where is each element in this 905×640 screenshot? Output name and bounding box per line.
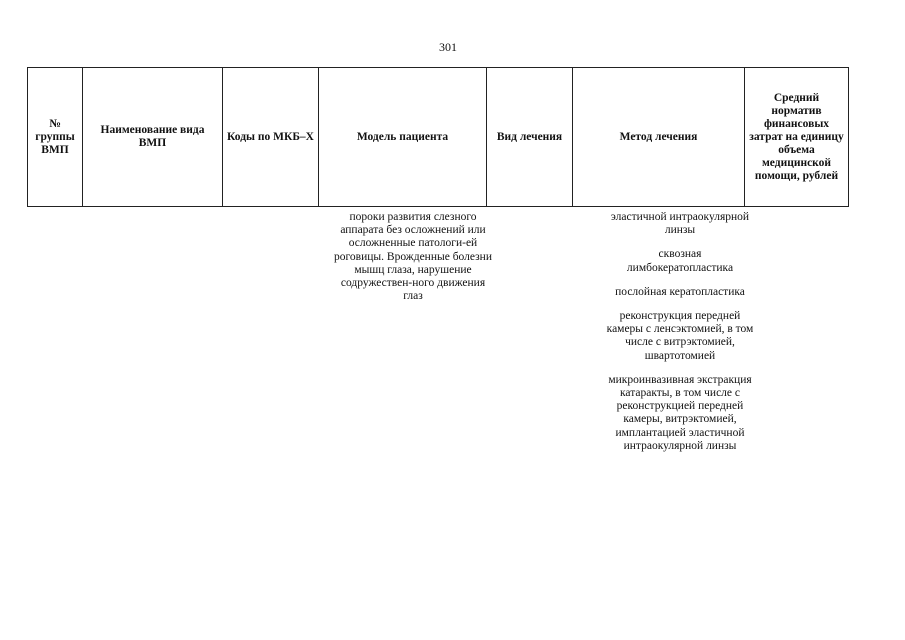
header-average-cost-standard: Средний норматив финансовых затрат на единицу объема медицинской помощи, рублей	[745, 68, 849, 207]
page-number: 301	[439, 40, 457, 54]
method-item: послойная кератопластика	[615, 285, 745, 298]
patient-model-text: пороки развития слезного аппарата без осложнений или осложненные патологи-ей роговицы. Врожденные болезни мышц глаза, нарушение содружествен-ного движения глаз	[334, 211, 492, 303]
header-vmp-type-name: Наименование вида ВМП	[83, 68, 223, 207]
method-item: сквозная лимбокератопластика	[626, 248, 734, 274]
method-item: реконструкция передней камеры с ленсэктомией, в том числе с витрэктомией, швартотомией	[606, 310, 754, 362]
method-item: эластичной интраокулярной линзы	[610, 211, 750, 237]
header-patient-model: Модель пациента	[319, 68, 487, 207]
header-group-number: № группы ВМП	[28, 68, 83, 207]
header-treatment-method: Метод лечения	[573, 68, 745, 207]
method-item: микроинвазивная экстракция катаракты, в том числе с реконструкцией передней камеры, витрэктомией, имплантацией эластичной интраокулярной линзы	[608, 373, 752, 452]
header-treatment-type: Вид лечения	[487, 68, 573, 207]
treatment-table-header	[27, 67, 849, 207]
header-icd-codes: Коды по МКБ–X	[223, 68, 319, 207]
treatment-methods-list	[605, 211, 755, 464]
